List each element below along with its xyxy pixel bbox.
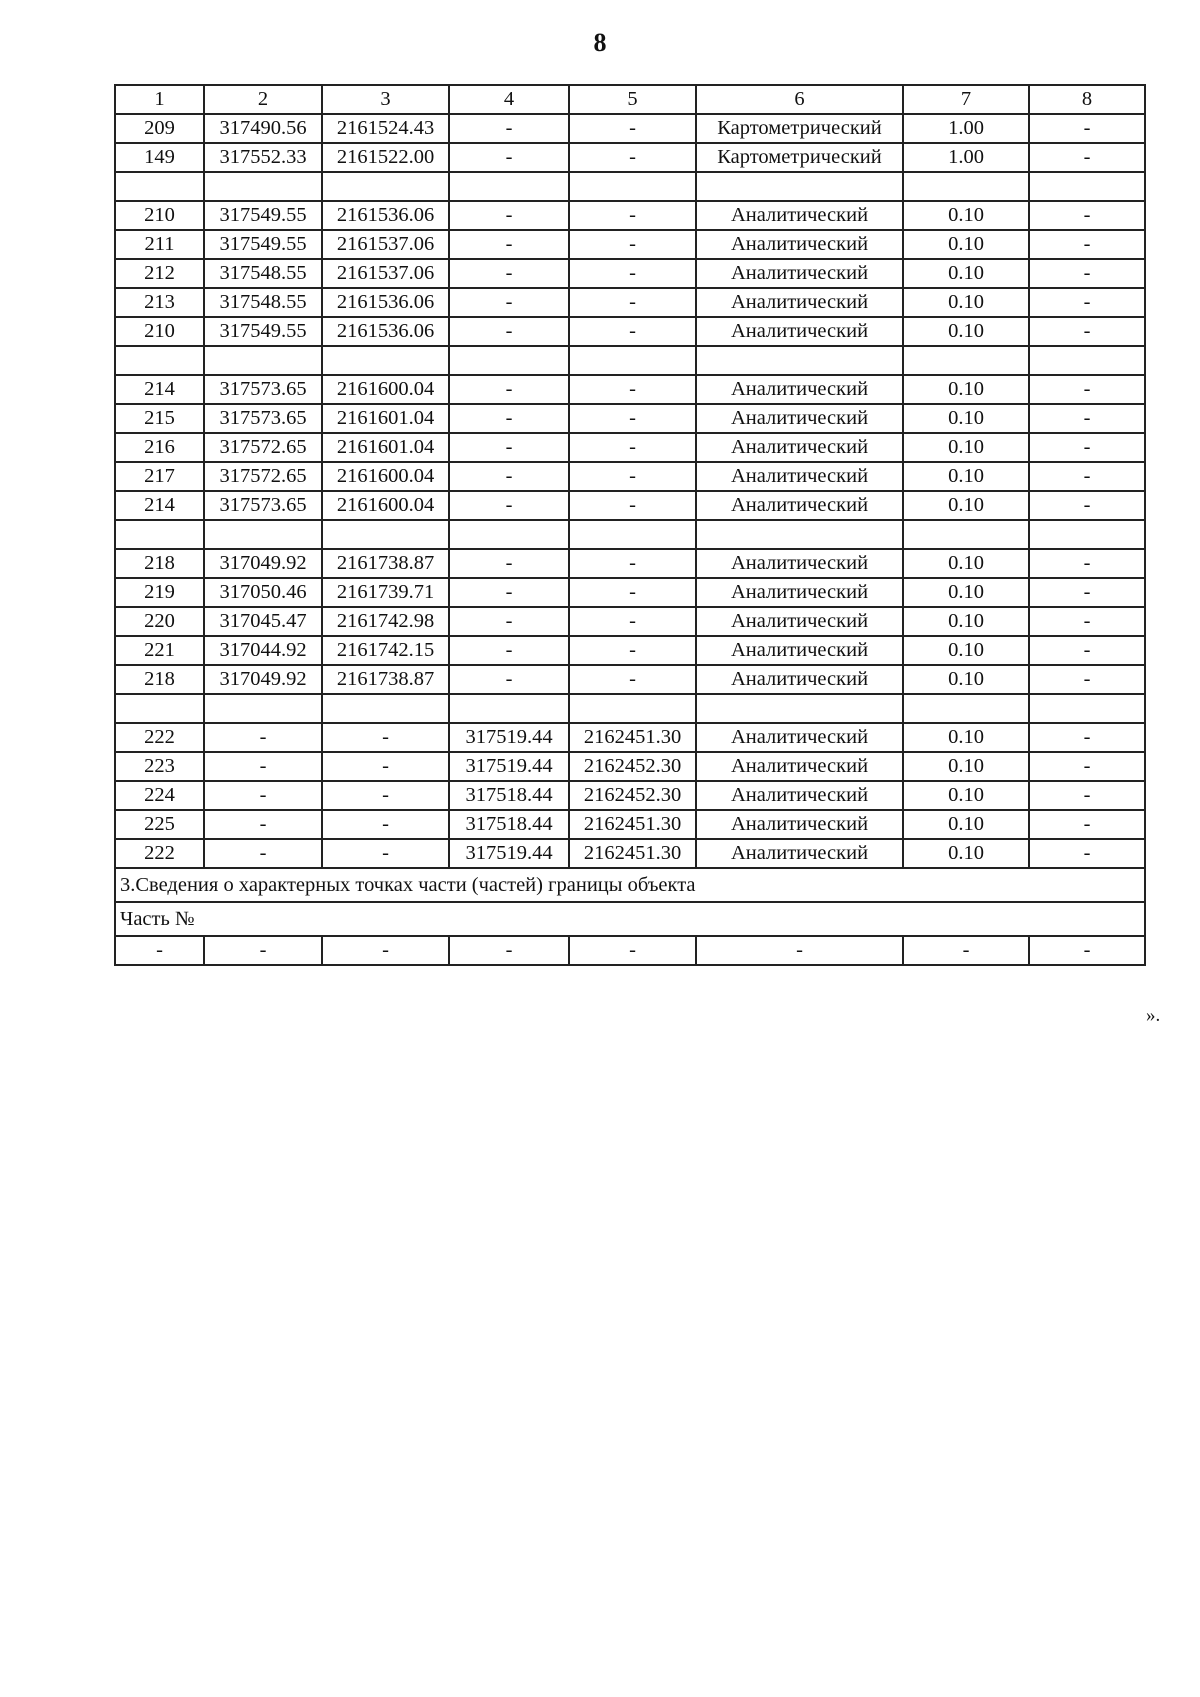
- table-cell: -: [322, 781, 449, 810]
- table-cell: -: [1029, 723, 1145, 752]
- table-cell: [569, 172, 696, 201]
- table-cell: 212: [115, 259, 204, 288]
- table-cell: -: [1029, 578, 1145, 607]
- table-cell: 0.10: [903, 781, 1029, 810]
- table-cell: [696, 694, 903, 723]
- table-cell: 0.10: [903, 201, 1029, 230]
- table-cell: Картометрический: [696, 114, 903, 143]
- table-cell: 214: [115, 375, 204, 404]
- table-cell: 1.00: [903, 114, 1029, 143]
- table-cell: -: [449, 317, 569, 346]
- table-cell: -: [449, 143, 569, 172]
- table-cell: 0.10: [903, 462, 1029, 491]
- table-cell: [322, 520, 449, 549]
- table-cell: -: [322, 752, 449, 781]
- table-cell: -: [449, 375, 569, 404]
- table-cell: 317573.65: [204, 491, 322, 520]
- table-cell: -: [204, 839, 322, 868]
- table-cell: -: [569, 665, 696, 694]
- table-cell: -: [1029, 230, 1145, 259]
- table-row: [115, 520, 1145, 549]
- table-cell: 222: [115, 723, 204, 752]
- table-cell: 2161739.71: [322, 578, 449, 607]
- table-cell: 220: [115, 607, 204, 636]
- table-cell: 2161600.04: [322, 491, 449, 520]
- table-cell: -: [1029, 607, 1145, 636]
- table-cell: -: [1029, 491, 1145, 520]
- table-row: [115, 752, 1145, 781]
- table-cell: 2162451.30: [569, 723, 696, 752]
- table-cell: -: [696, 936, 903, 965]
- table-cell: -: [449, 259, 569, 288]
- table-cell: -: [903, 936, 1029, 965]
- table-cell: 2161536.06: [322, 201, 449, 230]
- table-cell: [1029, 694, 1145, 723]
- table-cell: [204, 694, 322, 723]
- table-cell: Аналитический: [696, 752, 903, 781]
- table-cell: 0.10: [903, 578, 1029, 607]
- table-cell: [322, 346, 449, 375]
- table-cell: 317549.55: [204, 230, 322, 259]
- table-cell: Аналитический: [696, 810, 903, 839]
- table-cell: Аналитический: [696, 723, 903, 752]
- table-cell: 2161522.00: [322, 143, 449, 172]
- table-cell: -: [449, 549, 569, 578]
- coordinates-table: [114, 84, 1146, 966]
- column-header: 4: [449, 85, 569, 114]
- table-cell: 225: [115, 810, 204, 839]
- table-cell: 219: [115, 578, 204, 607]
- table-row: [115, 433, 1145, 462]
- table-cell: 221: [115, 636, 204, 665]
- table-cell: -: [569, 288, 696, 317]
- table-cell: [115, 694, 204, 723]
- table-cell: [903, 346, 1029, 375]
- table-cell: -: [569, 936, 696, 965]
- table-row: [115, 404, 1145, 433]
- table-cell: 209: [115, 114, 204, 143]
- table-cell: -: [569, 230, 696, 259]
- table-cell: 0.10: [903, 404, 1029, 433]
- table-cell: -: [449, 404, 569, 433]
- column-header: 8: [1029, 85, 1145, 114]
- table-cell: Аналитический: [696, 839, 903, 868]
- table-cell: 317519.44: [449, 839, 569, 868]
- table-cell: -: [1029, 288, 1145, 317]
- table-cell: 222: [115, 839, 204, 868]
- part-label-row: [115, 902, 1145, 936]
- table-cell: 2161601.04: [322, 404, 449, 433]
- table-cell: 224: [115, 781, 204, 810]
- table-cell: Аналитический: [696, 549, 903, 578]
- table-cell: 2161742.98: [322, 607, 449, 636]
- table-cell: 0.10: [903, 839, 1029, 868]
- table-cell: 0.10: [903, 230, 1029, 259]
- table-row: [115, 491, 1145, 520]
- table-cell: -: [204, 810, 322, 839]
- table-cell: Картометрический: [696, 143, 903, 172]
- table-cell: 2161537.06: [322, 230, 449, 259]
- table-cell: 149: [115, 143, 204, 172]
- table-cell: 0.10: [903, 549, 1029, 578]
- column-header: 1: [115, 85, 204, 114]
- table-cell: Аналитический: [696, 665, 903, 694]
- table-cell: -: [1029, 462, 1145, 491]
- table-cell: 0.10: [903, 607, 1029, 636]
- table-cell: 0.10: [903, 723, 1029, 752]
- table-cell: -: [1029, 143, 1145, 172]
- table-cell: [115, 520, 204, 549]
- table-cell: -: [569, 433, 696, 462]
- table-cell: 317548.55: [204, 259, 322, 288]
- table-cell: [115, 346, 204, 375]
- table-cell: 317573.65: [204, 375, 322, 404]
- table-cell: 0.10: [903, 288, 1029, 317]
- table-cell: -: [204, 936, 322, 965]
- column-header: 5: [569, 85, 696, 114]
- table-row: [115, 288, 1145, 317]
- table-cell: 2161524.43: [322, 114, 449, 143]
- table-cell: -: [569, 578, 696, 607]
- table-cell: 317519.44: [449, 752, 569, 781]
- table-row: [115, 810, 1145, 839]
- table-cell: 317045.47: [204, 607, 322, 636]
- table-row: [115, 201, 1145, 230]
- table-cell: Аналитический: [696, 317, 903, 346]
- table-cell: -: [449, 936, 569, 965]
- table-cell: -: [1029, 752, 1145, 781]
- table-cell: -: [1029, 936, 1145, 965]
- table-cell: 317050.46: [204, 578, 322, 607]
- table-cell: -: [569, 462, 696, 491]
- table-row: [115, 259, 1145, 288]
- table-row: [115, 143, 1145, 172]
- table-cell: 2161742.15: [322, 636, 449, 665]
- table-cell: 2161738.87: [322, 665, 449, 694]
- table-cell: 317573.65: [204, 404, 322, 433]
- table-cell: -: [449, 491, 569, 520]
- table-cell: 2161536.06: [322, 317, 449, 346]
- table-row: [115, 114, 1145, 143]
- table-cell: [1029, 346, 1145, 375]
- table-cell: 2162452.30: [569, 781, 696, 810]
- table-cell: 317548.55: [204, 288, 322, 317]
- table-row: [115, 230, 1145, 259]
- table-cell: [696, 346, 903, 375]
- table-cell: Аналитический: [696, 288, 903, 317]
- table-cell: 0.10: [903, 491, 1029, 520]
- table-cell: Аналитический: [696, 491, 903, 520]
- table-cell: -: [322, 839, 449, 868]
- table-cell: 317549.55: [204, 317, 322, 346]
- table-cell: -: [449, 636, 569, 665]
- table-cell: -: [204, 752, 322, 781]
- table-cell: 317519.44: [449, 723, 569, 752]
- table-cell: 210: [115, 201, 204, 230]
- table-cell: 214: [115, 491, 204, 520]
- table-cell: [1029, 520, 1145, 549]
- table-cell: [322, 694, 449, 723]
- table-cell: [449, 346, 569, 375]
- table-row: [115, 578, 1145, 607]
- table-cell: 2161600.04: [322, 375, 449, 404]
- table-cell: 317552.33: [204, 143, 322, 172]
- table-row: [115, 172, 1145, 201]
- column-header: 3: [322, 85, 449, 114]
- table-cell: Аналитический: [696, 230, 903, 259]
- table-row: [115, 375, 1145, 404]
- column-header: 2: [204, 85, 322, 114]
- table-row: [115, 607, 1145, 636]
- table-cell: 0.10: [903, 317, 1029, 346]
- table-cell: [696, 172, 903, 201]
- table-cell: Аналитический: [696, 462, 903, 491]
- table-cell: Аналитический: [696, 375, 903, 404]
- table-cell: -: [569, 114, 696, 143]
- table-cell: -: [569, 636, 696, 665]
- closing-quote-mark: ».: [1146, 1005, 1161, 1026]
- table-cell: -: [569, 259, 696, 288]
- table-cell: -: [1029, 201, 1145, 230]
- table-cell: 2161600.04: [322, 462, 449, 491]
- section-title-row: [115, 868, 1145, 902]
- table-cell: -: [449, 433, 569, 462]
- part-label: Часть №: [115, 902, 1145, 936]
- table-cell: -: [569, 143, 696, 172]
- table-cell: -: [569, 491, 696, 520]
- table-cell: 0.10: [903, 433, 1029, 462]
- table-cell: -: [449, 114, 569, 143]
- table-cell: 0.10: [903, 665, 1029, 694]
- table-cell: [696, 520, 903, 549]
- table-cell: 2162451.30: [569, 810, 696, 839]
- table-cell: 317044.92: [204, 636, 322, 665]
- table-cell: -: [1029, 404, 1145, 433]
- table-row: [115, 665, 1145, 694]
- table-cell: [115, 172, 204, 201]
- table-cell: 1.00: [903, 143, 1029, 172]
- column-number-row: [115, 85, 1145, 114]
- table-cell: 215: [115, 404, 204, 433]
- column-header: 7: [903, 85, 1029, 114]
- table-cell: -: [569, 549, 696, 578]
- table-cell: 317518.44: [449, 810, 569, 839]
- table-cell: 317049.92: [204, 549, 322, 578]
- table-cell: -: [322, 936, 449, 965]
- table-cell: [1029, 172, 1145, 201]
- table-cell: Аналитический: [696, 201, 903, 230]
- table-cell: -: [322, 723, 449, 752]
- table-cell: 218: [115, 549, 204, 578]
- table-row: [115, 549, 1145, 578]
- table-cell: -: [322, 810, 449, 839]
- table-cell: 223: [115, 752, 204, 781]
- table-cell: 2162451.30: [569, 839, 696, 868]
- table-cell: -: [569, 607, 696, 636]
- table-cell: [569, 520, 696, 549]
- table-row: [115, 346, 1145, 375]
- table-cell: 217: [115, 462, 204, 491]
- table-cell: -: [204, 781, 322, 810]
- table-cell: [204, 520, 322, 549]
- table-row: [115, 317, 1145, 346]
- table-cell: 317049.92: [204, 665, 322, 694]
- table-cell: -: [1029, 259, 1145, 288]
- table-cell: -: [1029, 375, 1145, 404]
- table-cell: -: [1029, 114, 1145, 143]
- table-cell: -: [569, 404, 696, 433]
- table-cell: -: [1029, 839, 1145, 868]
- table-cell: -: [449, 665, 569, 694]
- table-cell: -: [1029, 317, 1145, 346]
- table-cell: -: [204, 723, 322, 752]
- table-cell: 317572.65: [204, 433, 322, 462]
- table-cell: 218: [115, 665, 204, 694]
- table-cell: -: [115, 936, 204, 965]
- table-cell: 317490.56: [204, 114, 322, 143]
- table-cell: -: [449, 201, 569, 230]
- table-cell: [569, 694, 696, 723]
- table-cell: [322, 172, 449, 201]
- table-row: [115, 694, 1145, 723]
- table-cell: Аналитический: [696, 404, 903, 433]
- table-body: [115, 114, 1145, 868]
- table-cell: 213: [115, 288, 204, 317]
- table-cell: -: [1029, 636, 1145, 665]
- table-cell: 0.10: [903, 810, 1029, 839]
- table-cell: -: [449, 230, 569, 259]
- table-cell: 210: [115, 317, 204, 346]
- table-cell: 2161536.06: [322, 288, 449, 317]
- table-cell: -: [1029, 781, 1145, 810]
- table-cell: Аналитический: [696, 578, 903, 607]
- table-cell: -: [1029, 549, 1145, 578]
- table-cell: 317518.44: [449, 781, 569, 810]
- column-header: 6: [696, 85, 903, 114]
- table-cell: -: [569, 375, 696, 404]
- table-cell: [204, 172, 322, 201]
- table-cell: 211: [115, 230, 204, 259]
- table-cell: 317549.55: [204, 201, 322, 230]
- table-cell: Аналитический: [696, 636, 903, 665]
- table-cell: [449, 172, 569, 201]
- table-cell: [449, 520, 569, 549]
- table-cell: 0.10: [903, 375, 1029, 404]
- table-cell: 2161738.87: [322, 549, 449, 578]
- table-cell: -: [449, 462, 569, 491]
- table-row: [115, 636, 1145, 665]
- table-cell: [569, 346, 696, 375]
- table-cell: -: [1029, 810, 1145, 839]
- table-cell: [903, 172, 1029, 201]
- table-row: [115, 839, 1145, 868]
- table-row: [115, 462, 1145, 491]
- table-cell: -: [449, 578, 569, 607]
- table-cell: Аналитический: [696, 607, 903, 636]
- table-cell: 0.10: [903, 636, 1029, 665]
- table-cell: 0.10: [903, 752, 1029, 781]
- table-cell: Аналитический: [696, 259, 903, 288]
- section-title: 3.Сведения о характерных точках части (частей) границы объекта: [115, 868, 1145, 902]
- page-number: 8: [593, 28, 607, 57]
- table-cell: -: [1029, 665, 1145, 694]
- table-cell: -: [449, 288, 569, 317]
- table-cell: Аналитический: [696, 433, 903, 462]
- table-cell: [204, 346, 322, 375]
- part-row: [115, 936, 1145, 965]
- table-cell: 2161537.06: [322, 259, 449, 288]
- table-cell: Аналитический: [696, 781, 903, 810]
- table-cell: 2161601.04: [322, 433, 449, 462]
- table-cell: -: [569, 201, 696, 230]
- table-row: [115, 723, 1145, 752]
- table-cell: -: [449, 607, 569, 636]
- table-cell: [903, 520, 1029, 549]
- table-cell: 317572.65: [204, 462, 322, 491]
- table-cell: 2162452.30: [569, 752, 696, 781]
- table-cell: 216: [115, 433, 204, 462]
- table-cell: [903, 694, 1029, 723]
- table-cell: 0.10: [903, 259, 1029, 288]
- table-cell: -: [1029, 433, 1145, 462]
- table-cell: -: [569, 317, 696, 346]
- table-row: [115, 781, 1145, 810]
- table-cell: [449, 694, 569, 723]
